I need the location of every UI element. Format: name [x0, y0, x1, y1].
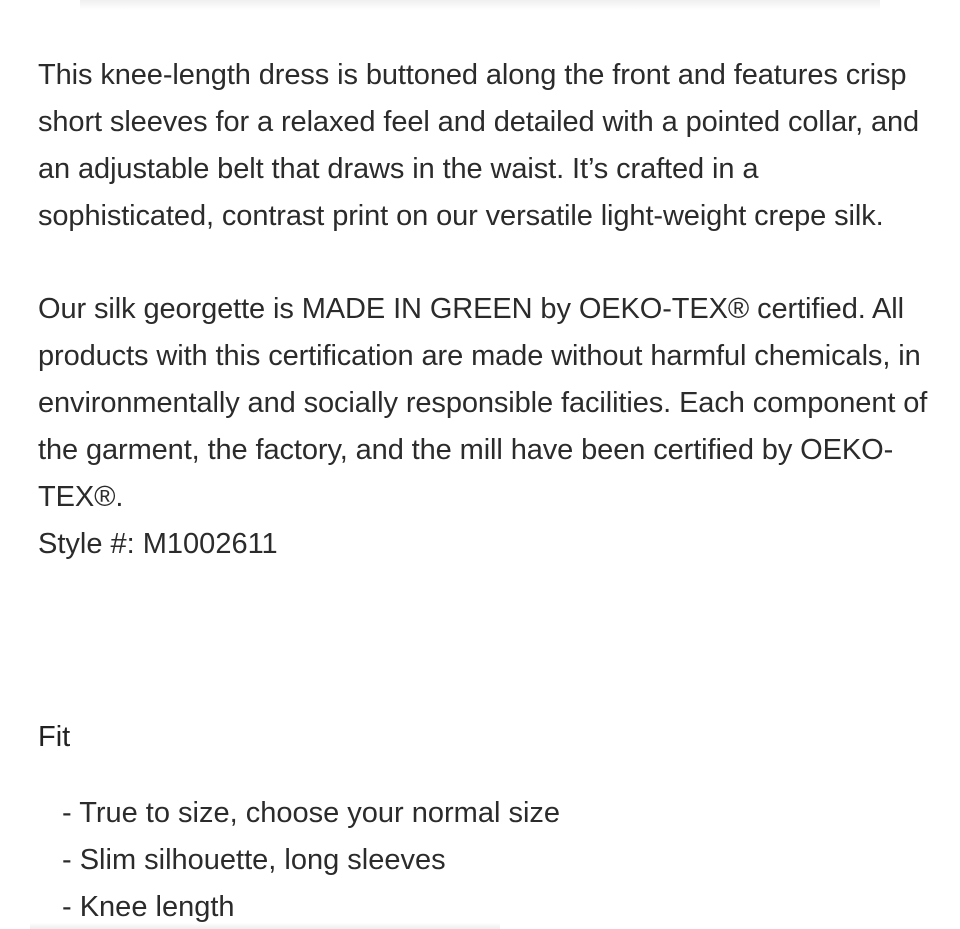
list-item: - Knee length — [62, 891, 235, 923]
top-scroll-shadow — [80, 0, 880, 10]
bottom-scroll-shadow — [30, 923, 500, 929]
certification-paragraph: Our silk georgette is MADE IN GREEN by OEKO-TEX® certified. All products with this certification are made without harmful chemicals, in environmentally and socially responsible facilities. Each component of the garment, the factory, and the mill have been certified by OEKO-TEX®. — [38, 293, 928, 513]
description-paragraph: This knee-length dress is buttoned along the front and features crisp short sleeves for a relaxed feel and detailed with a pointed collar, and an adjustable belt that draws in the waist. It’s crafted in a sophisticated, contrast print on our versatile light-weight crepe silk. — [38, 59, 920, 232]
list-item: - Slim silhouette, long sleeves — [62, 844, 446, 876]
list-item: - True to size, choose your normal size — [62, 797, 561, 829]
fit-heading: Fit — [38, 721, 71, 753]
fit-list — [62, 790, 560, 929]
product-description — [38, 52, 938, 568]
style-number: Style #: M1002611 — [38, 528, 278, 560]
